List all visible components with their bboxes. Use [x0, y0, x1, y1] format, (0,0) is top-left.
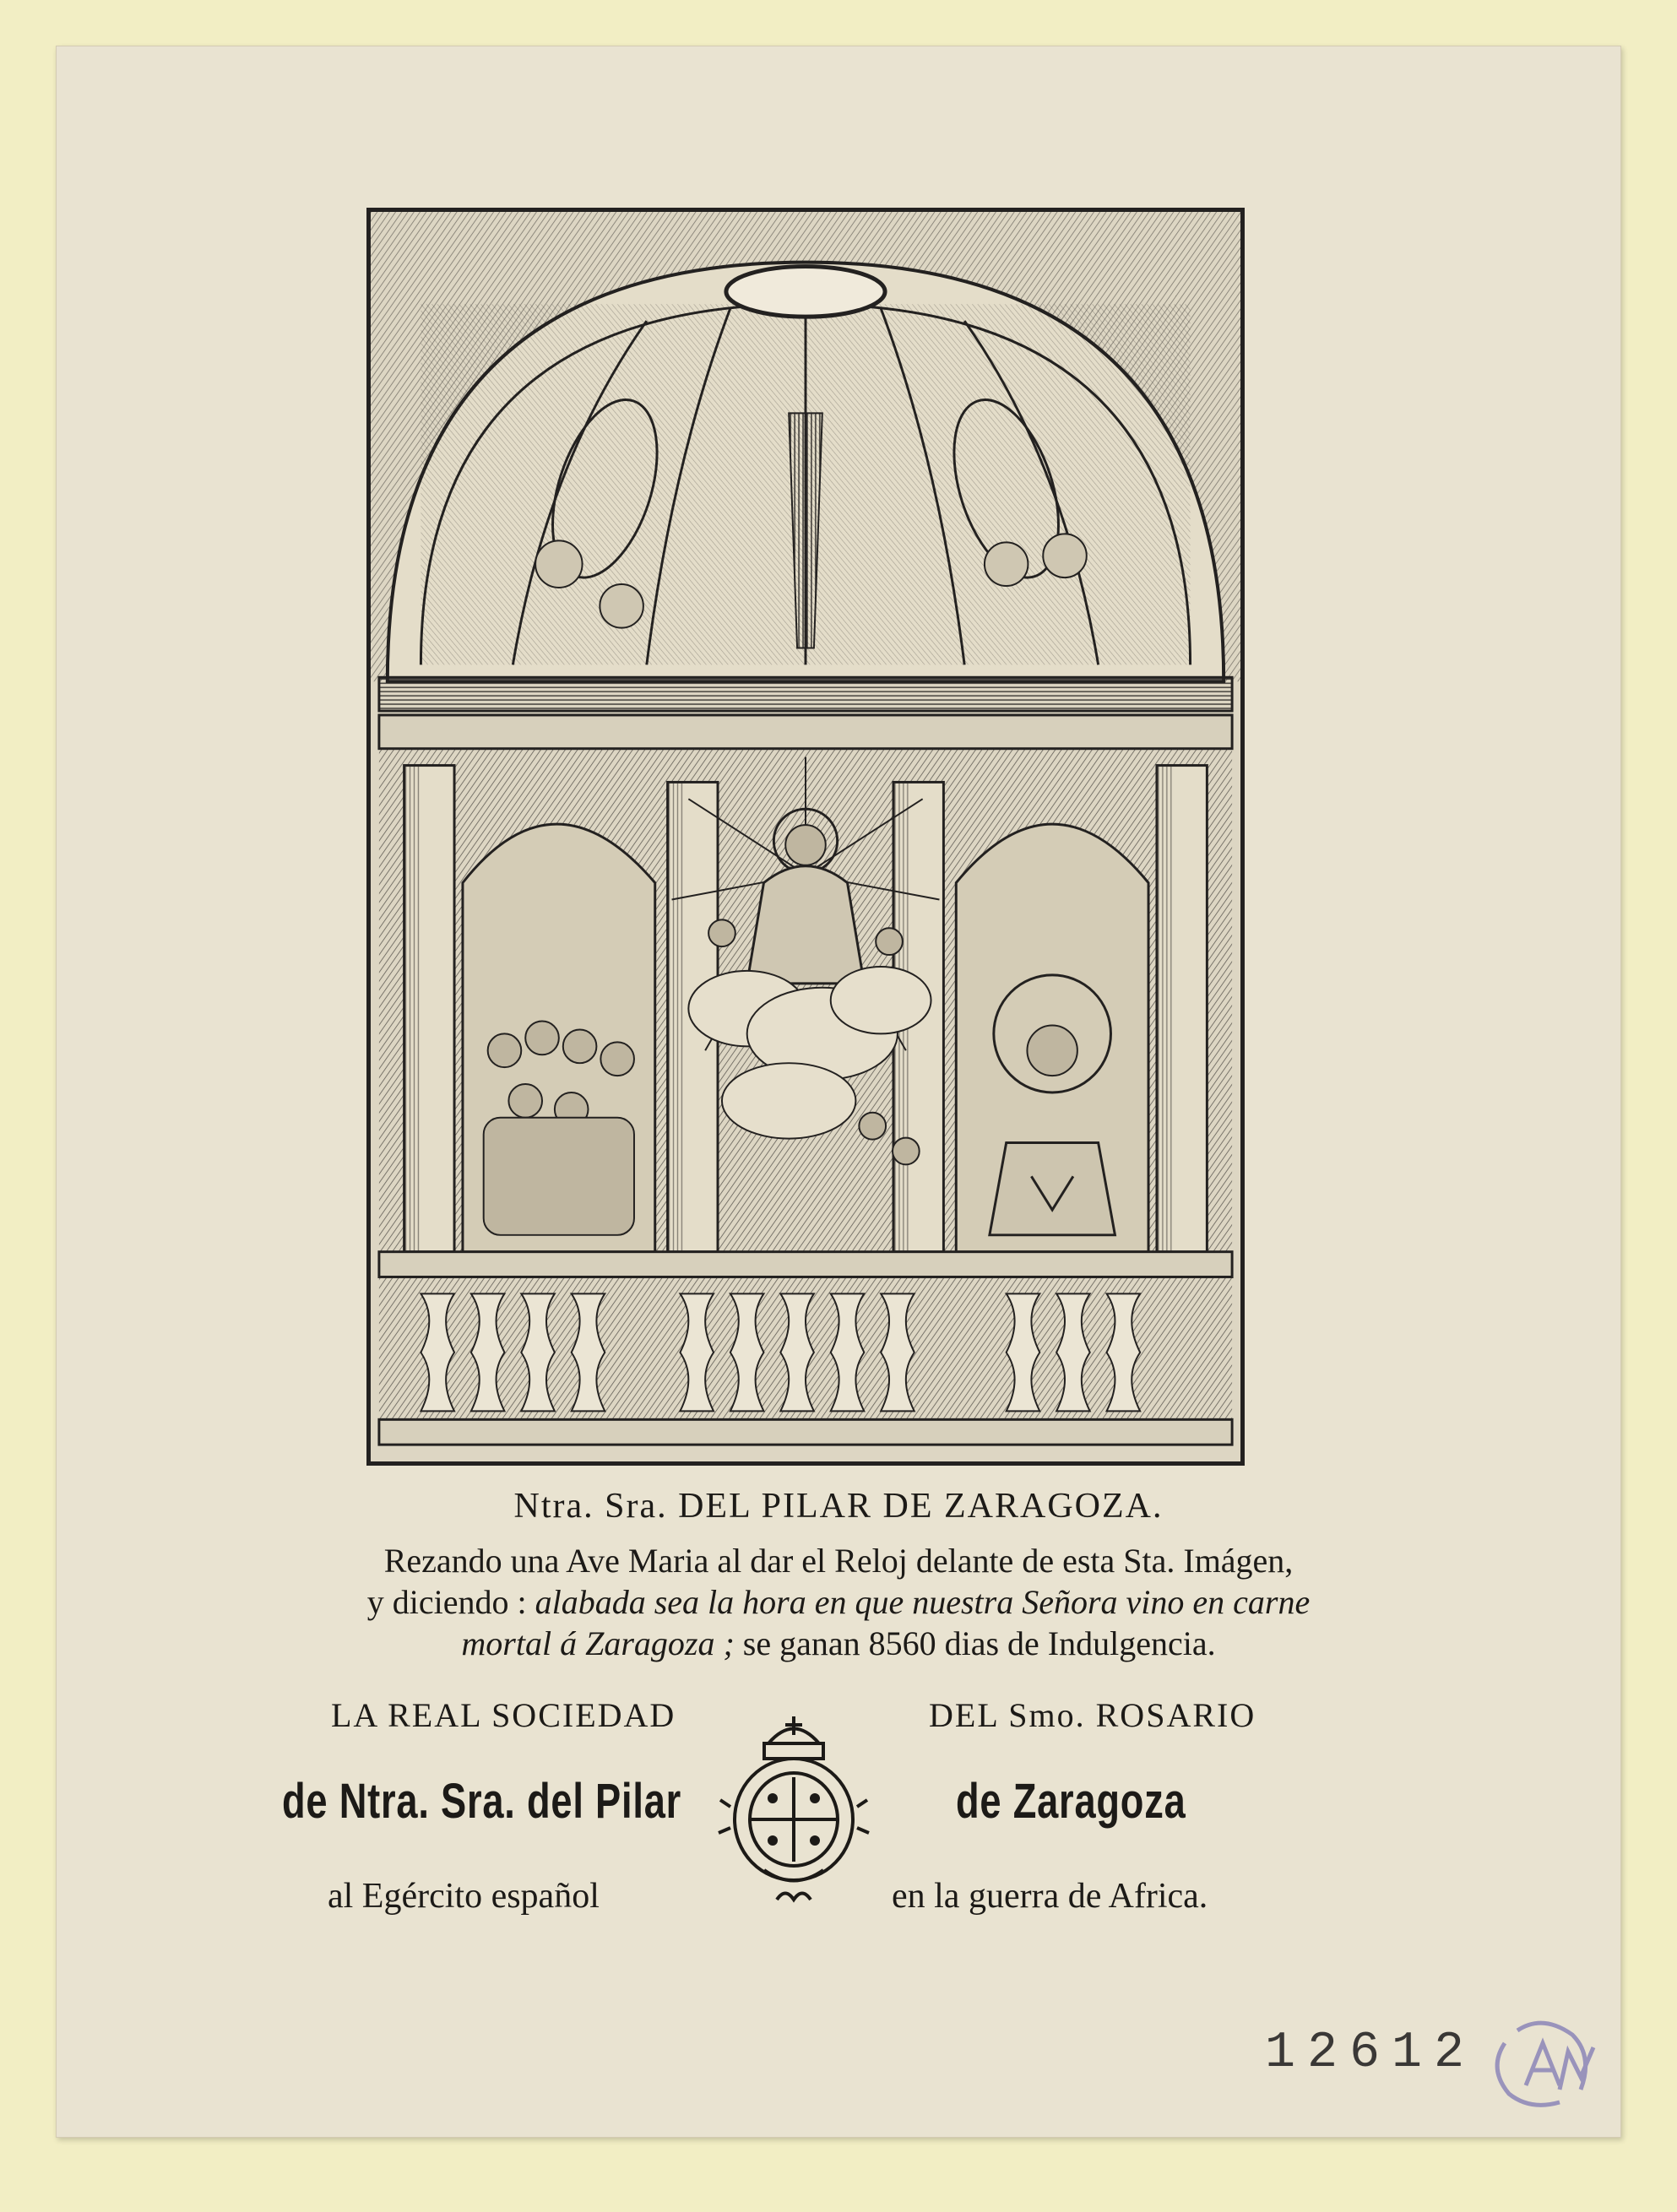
prayer-line-2 — [262, 1581, 1415, 1623]
society-left-top: LA REAL SOCIEDAD — [331, 1696, 676, 1734]
prayer-line-3 — [262, 1623, 1415, 1664]
chapel-engraving-drawing — [371, 212, 1240, 1461]
society-left-big: de Ntra. Sra. del Pilar — [282, 1774, 682, 1829]
society-right-top: DEL Smo. ROSARIO — [929, 1696, 1256, 1734]
society-right-bottom: en la guerra de Africa. — [892, 1877, 1208, 1916]
indulgence-prayer — [262, 1540, 1415, 1664]
prayer-line-3-rest: se ganan 8560 dias de Indulgencia. — [734, 1624, 1216, 1662]
engraving-illustration — [366, 208, 1245, 1466]
society-left-bottom: al Egército español — [328, 1877, 600, 1916]
society-right-big: de Zaragoza — [956, 1774, 1186, 1829]
prayer-line-2-lead: y diciendo : — [366, 1583, 535, 1621]
prayer-line-1: Rezando una Ave Maria al dar el Reloj delante de esta Sta. Imágen, — [383, 1542, 1294, 1580]
coat-of-arms-icon — [714, 1710, 874, 1921]
engraving-caption: Ntra. Sra. DEL PILAR DE ZARAGOZA. — [513, 1487, 1164, 1526]
prayer-line-2-italic: alabada sea la hora en que nuestra Señora vino en carne — [535, 1583, 1311, 1621]
stock-number: 12612 — [1265, 2025, 1477, 2082]
prayer-line-3-italic: mortal á Zaragoza ; — [461, 1624, 735, 1662]
collection-stamp-icon — [1479, 2009, 1606, 2119]
